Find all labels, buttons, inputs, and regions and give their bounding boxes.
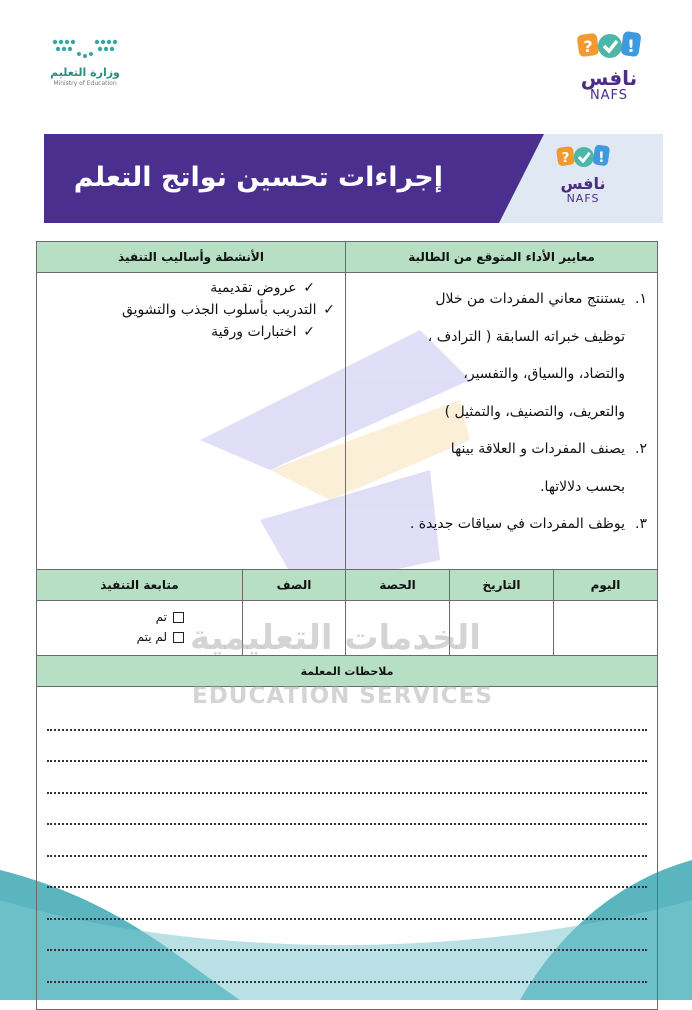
period-cell[interactable] — [346, 601, 450, 656]
criteria-item: ٣. يوظف المفردات في سياقات جديدة . — [409, 516, 647, 532]
svg-text:!: ! — [598, 150, 605, 166]
banner-nafs-en: NAFS — [566, 192, 600, 205]
class-header: الصف — [243, 570, 346, 601]
activity-item: ✓ عروض تقديمية — [47, 277, 315, 299]
nafs-name-en: NAFS — [589, 88, 629, 103]
check-icon: ✓ — [323, 302, 335, 318]
ministry-dots-icon — [50, 36, 120, 60]
activity-item: ✓ التدريب بأسلوب الجذب والتشويق — [47, 299, 335, 321]
period-header: الحصة — [346, 570, 450, 601]
activities-header: الأنشطة وأساليب التنفيذ — [37, 242, 346, 273]
ministry-name-en: Ministry of Education — [53, 80, 117, 87]
note-line — [47, 762, 647, 794]
day-cell[interactable] — [554, 601, 658, 656]
ministry-name-ar: وزارة التعليم — [50, 66, 120, 79]
follow-cell — [37, 601, 243, 656]
class-cell[interactable] — [243, 601, 346, 656]
banner-nafs-logo — [543, 142, 623, 205]
notes-area[interactable] — [37, 687, 658, 1010]
criteria-item: ١. يستنتج معاني المفردات من خلال توظيف خبراته السابقة ( الترادف ، والتضاد، والسياق، والتفسير، والتعريف، والتصنيف، والتمثيل ) — [427, 291, 647, 420]
note-line — [47, 888, 647, 920]
banner-nafs-icon — [552, 142, 614, 172]
criteria-header: معايير الأداء المتوقع من الطالبة — [346, 242, 658, 273]
done-option[interactable]: تم — [45, 607, 184, 627]
checkbox-icon[interactable] — [173, 632, 184, 643]
note-line — [47, 920, 647, 952]
note-line — [47, 731, 647, 763]
note-line — [47, 825, 647, 857]
date-cell[interactable] — [450, 601, 554, 656]
ministry-logo — [40, 36, 130, 102]
criteria-item: ٢. يصنف المفردات و العلاقة بينها بحسب دلالاتها. — [450, 441, 647, 495]
notes-header: ملاحظات المعلمة — [37, 656, 658, 687]
checkbox-icon[interactable] — [173, 612, 184, 623]
not-done-option[interactable]: لم يتم — [45, 627, 184, 647]
check-icon: ✓ — [303, 280, 315, 296]
note-line — [47, 699, 647, 731]
activities-cell — [37, 273, 346, 570]
title-banner — [44, 134, 663, 223]
svg-text:?: ? — [561, 151, 570, 166]
improvement-table — [36, 241, 658, 1010]
watermark-ar: الخدمات التعليمية — [190, 618, 481, 658]
day-header: اليوم — [554, 570, 658, 601]
watermark-en: EDUCATION SERVICES — [192, 683, 493, 709]
nafs-badges-icon — [574, 28, 644, 64]
follow-header: متابعة التنفيذ — [37, 570, 243, 601]
note-line — [47, 951, 647, 983]
check-icon: ✓ — [303, 324, 315, 340]
svg-text:!: ! — [627, 37, 635, 57]
activity-item: ✓ اختبارات ورقية — [47, 321, 315, 343]
date-header: التاريخ — [450, 570, 554, 601]
banner-nafs-ar: نافس — [560, 174, 606, 193]
nafs-name-ar: نافس — [580, 66, 638, 90]
svg-text:?: ? — [583, 37, 593, 56]
criteria-cell — [346, 273, 658, 570]
page-title: إجراءات تحسين نواتج التعلم — [73, 162, 443, 193]
note-line — [47, 857, 647, 889]
nafs-logo — [566, 28, 652, 108]
note-line — [47, 794, 647, 826]
